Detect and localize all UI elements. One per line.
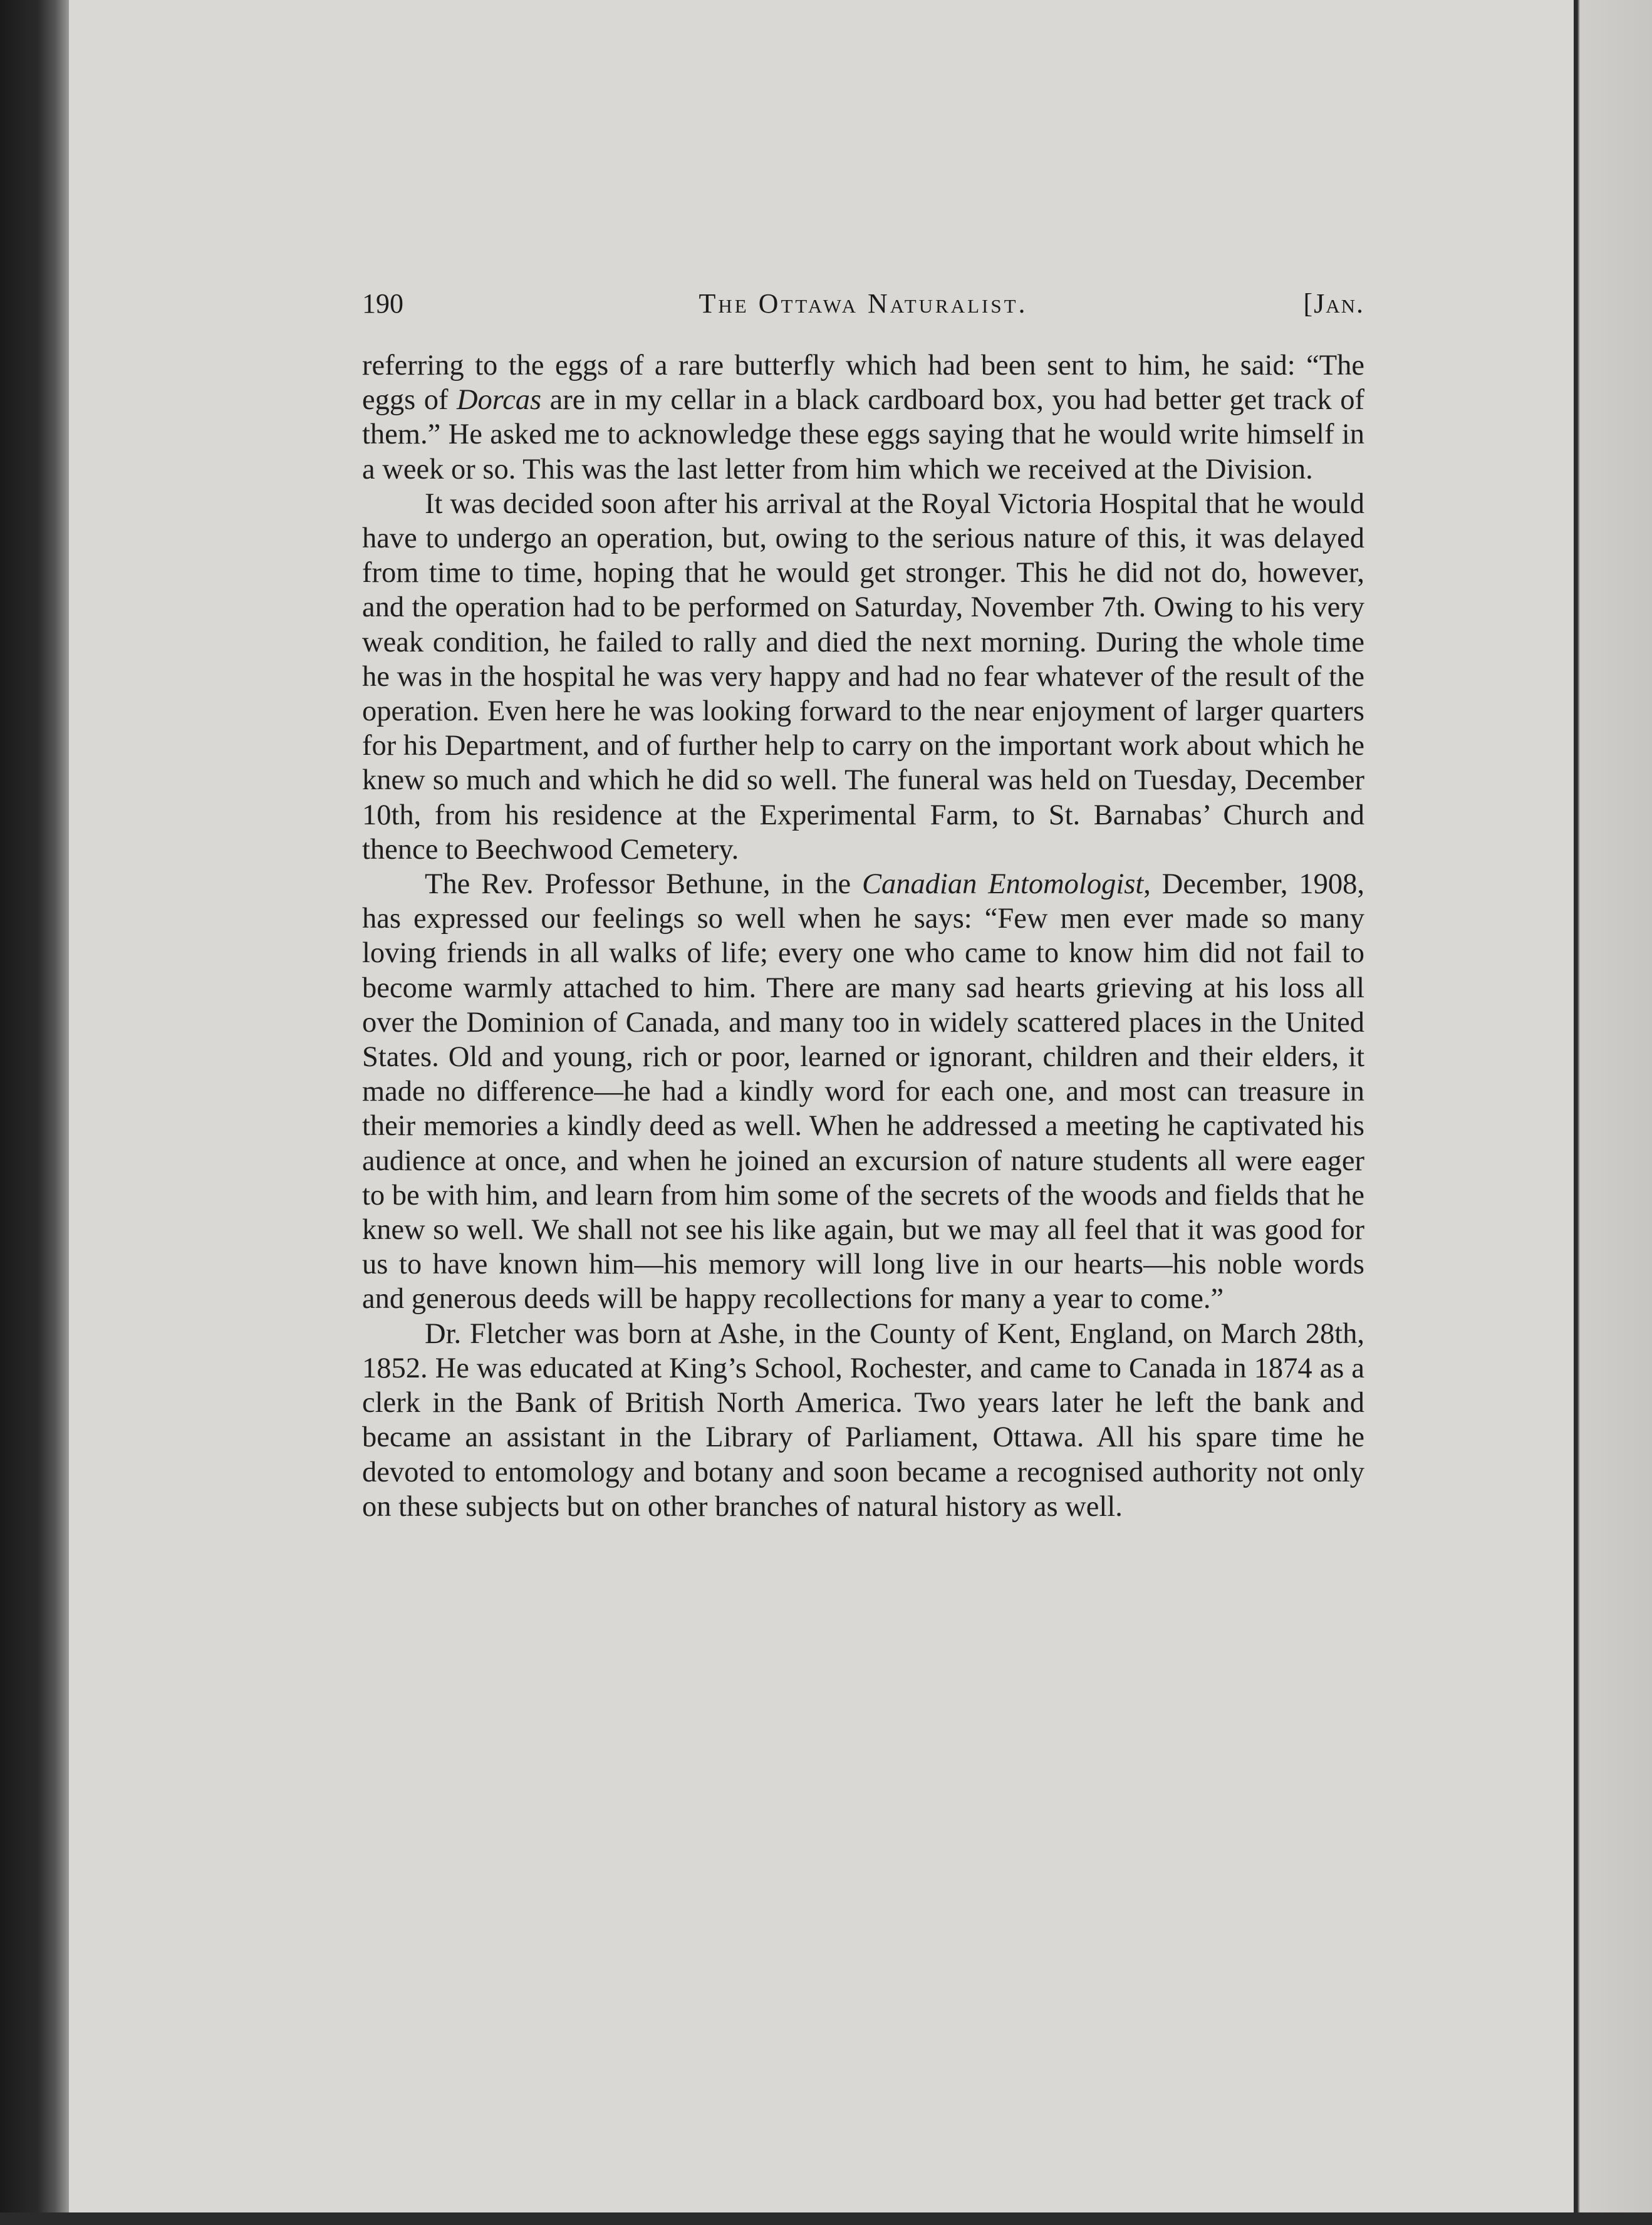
text-run: The Rev. Professor Bethune, in the [425, 868, 862, 901]
italic-title: Dorcas [456, 384, 542, 417]
text-run: , December, 1908, has expressed our feelings so well when he says: “Few men ever made so many loving friends in all walks of life; every one who came to know him did not fail to become warmly attached to him. There are many sad hearts grieving at his loss all over the Dominion of Canada, and many too in widely scattered places in the United States. Old and young, rich or poor, learned or ignorant, children and their elders, it made no difference—he had a kindly word for each one, and most can treasure in their memories a kindly deed as well. When he addressed a meeting he captivated his audience at once, and when he joined an excursion of nature students all were eager to be with him, and learn from him some of the secrets of the woods and fields that he knew so well. We shall not see his like again, but we may all feel that it was good for us to have known him—his memory will long live in our hearts—his noble words and generous deeds will be happy recollections for many a year to come.” [362, 868, 1364, 1315]
text-run: referring to the eggs of a rare butterfly which had been sent to him, he said: “The eggs of [362, 350, 1364, 417]
bottom-scan-edge [0, 2212, 1652, 2225]
paragraph [362, 867, 1364, 1317]
running-header [362, 282, 1364, 326]
facing-page-edge [1574, 0, 1652, 2225]
text-run: are in my cellar in a black cardboard box, you had better get track of them.” He asked me to acknowledge these eggs saying that he would write himself in a week or so. This was the last letter from him which we received at the Division. [362, 384, 1364, 485]
paragraph [362, 1317, 1364, 1524]
text-run: It was decided soon after his arrival at the Royal Victoria Hospital that he would have to undergo an operation, but, owing to the serious nature of this, it was delayed from time to time, hoping that he would get stronger. This he did not do, however, and the operation had to be performed on Saturday, November 7th. Owing to his very weak condition, he failed to rally and died the next morning. During the whole time he was in the hospital he was very happy and had no fear whatever of the result of the operation. Even here he was looking forward to the near enjoyment of larger quarters for his Department, and of further help to carry on the important work about which he knew so much and which he did so well. The funeral was held on Tuesday, December 10th, from his residence at the Experimental Farm, to St. Barnabas’ Church and thence to Beechwood Cemetery. [362, 487, 1364, 866]
book-binding-shadow [0, 0, 69, 2225]
article-body [362, 348, 1364, 1524]
paragraph [362, 348, 1364, 487]
paragraph [362, 487, 1364, 867]
running-date: [Jan. [1303, 288, 1364, 319]
italic-title: Canadian Entomologist [862, 868, 1144, 901]
text-run: Dr. Fletcher was born at Ashe, in the County of Kent, England, on March 28th, 1852. He was educated at King’s School, Rochester, and came to Canada in 1874 as a clerk in the Bank of British North America. Two years later he left the bank and became an assistant in the Library of Parliament, Ottawa. All his spare time he devoted to entomology and botany and soon became a recognised authority not only on these subjects but on other branches of natural history as well. [362, 1317, 1364, 1523]
page-number: 190 [362, 288, 403, 319]
running-title: The Ottawa Naturalist. [699, 288, 1028, 319]
